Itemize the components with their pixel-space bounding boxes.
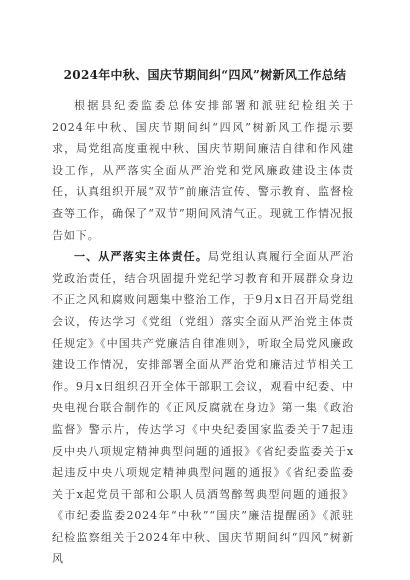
document-body: [52, 95, 354, 570]
section-1-text: 局党组认真履行全面从严治党政治责任，结合巩固提升党纪学习教育和开展群众身边不正之风和腐败问题集中整治工作，于9月x日召开局党组会议，传达学习《党组（党组）落实全面从严治党主体责任规定》《中国共产党廉洁自律准则》，听取全局党风廉政建设工作情况，安排部署全面从严治党和廉洁过节相关工作。9月x日组织召开全体干部职工会议，观看中纪委、中央电视台联合制作的《正风反腐就在身边》第一集《政治监督》警示片，传达学习《中央纪委国家监委关于7起违反中央八项规定精神典型问题的通报》《省纪委监委关于x起违反中央八项规定精神典型问题的通报》《省纪委监委关于x起党员干部和公职人员酒驾醉驾典型问题的通报》《市纪委监委2024年“中秋”“国庆”廉洁提醒函》《派驻纪检监察组关于2024年中秋、国庆节期间纠“四风”树新风: [52, 250, 354, 566]
section-1-heading: 一、从严落实主体责任。: [74, 250, 209, 264]
document-title: 2024年中秋、国庆节期间纠“四风”树新风工作总结: [63, 68, 347, 82]
intro-paragraph: 根据县纪委监委总体安排部署和派驻纪检组关于2024年中秋、国庆节期间纠“四风”树新风工作提示要求，局党组高度重视中秋、国庆节期间廉洁自律和作风建设工作，从严落实全面从严治党和党风廉政建设主体责任，认真组织开展“双节”前廉洁宣传、警示教育、监督检查等工作，确保了“双节”期间风清气正。现就工作情况报告如下。: [52, 99, 354, 242]
section-1-paragraph: [52, 246, 354, 570]
